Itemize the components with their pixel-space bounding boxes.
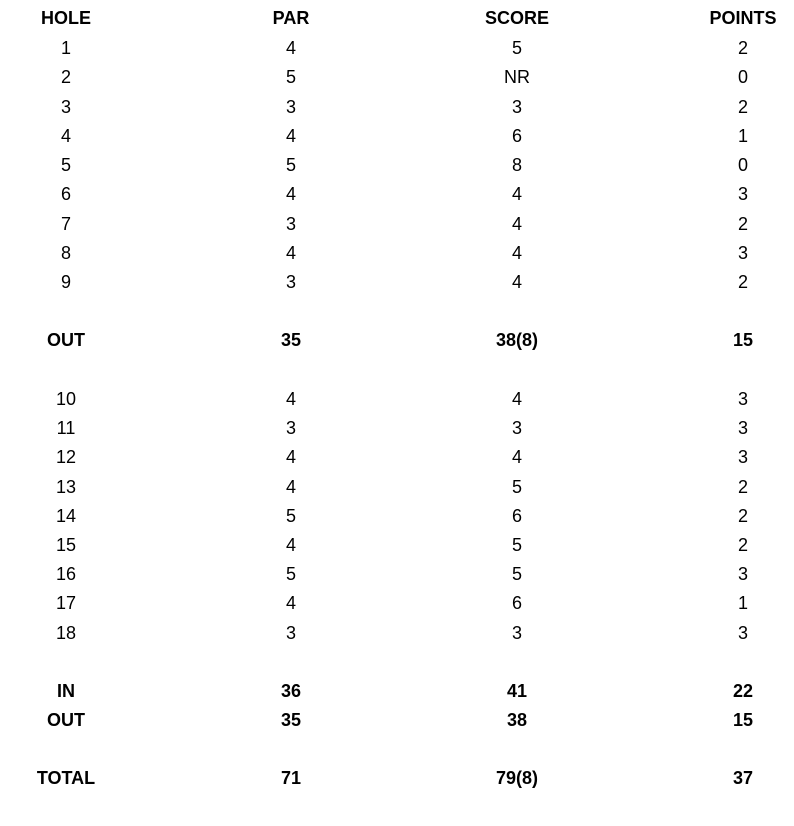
hole-number: 14 xyxy=(55,506,77,526)
hole-score: 4 xyxy=(511,214,522,234)
hole-number: 7 xyxy=(60,214,71,234)
hole-par: 4 xyxy=(285,126,296,146)
hole-row xyxy=(0,241,794,265)
hole-score: 6 xyxy=(511,126,522,146)
summary-par: 35 xyxy=(280,710,302,730)
hole-number: 6 xyxy=(60,184,71,204)
hole-points: 2 xyxy=(737,97,748,117)
hole-number: 13 xyxy=(55,477,77,497)
header-row xyxy=(0,6,794,30)
total-score: 79(8) xyxy=(495,768,539,788)
hole-par: 3 xyxy=(285,97,296,117)
hole-row xyxy=(0,416,794,440)
subtotal-score: 38(8) xyxy=(495,330,539,350)
hole-number: 9 xyxy=(60,272,71,292)
hole-score: 6 xyxy=(511,593,522,613)
hole-par: 4 xyxy=(285,389,296,409)
hole-score: 4 xyxy=(511,184,522,204)
hole-score: 3 xyxy=(511,623,522,643)
hole-points: 3 xyxy=(737,243,748,263)
hole-row xyxy=(0,270,794,294)
total-points: 37 xyxy=(732,768,754,788)
summary-points: 22 xyxy=(732,681,754,701)
hole-points: 1 xyxy=(737,593,748,613)
hole-score: 4 xyxy=(511,272,522,292)
hole-number: 3 xyxy=(60,97,71,117)
hole-par: 4 xyxy=(285,38,296,58)
hole-row xyxy=(0,182,794,206)
summary-par: 36 xyxy=(280,681,302,701)
hole-score: 6 xyxy=(511,506,522,526)
hole-points: 3 xyxy=(737,564,748,584)
hole-row xyxy=(0,153,794,177)
hole-row xyxy=(0,621,794,645)
hole-score: 8 xyxy=(511,155,522,175)
total-row xyxy=(0,766,794,790)
hole-par: 4 xyxy=(285,535,296,555)
hole-number: 17 xyxy=(55,593,77,613)
hole-score: 3 xyxy=(511,97,522,117)
total-par: 71 xyxy=(280,768,302,788)
hole-row xyxy=(0,504,794,528)
header-hole: HOLE xyxy=(40,8,91,28)
hole-par: 3 xyxy=(285,418,296,438)
hole-number: 16 xyxy=(55,564,77,584)
hole-number: 8 xyxy=(60,243,71,263)
hole-par: 4 xyxy=(285,447,296,467)
hole-row xyxy=(0,533,794,557)
hole-row xyxy=(0,562,794,586)
hole-par: 3 xyxy=(285,272,296,292)
hole-points: 2 xyxy=(737,272,748,292)
summary-score: 38 xyxy=(506,710,528,730)
hole-score: 4 xyxy=(511,243,522,263)
hole-points: 3 xyxy=(737,447,748,467)
hole-par: 4 xyxy=(285,184,296,204)
hole-points: 3 xyxy=(737,623,748,643)
hole-row xyxy=(0,124,794,148)
hole-score: 4 xyxy=(511,389,522,409)
hole-points: 3 xyxy=(737,389,748,409)
hole-number: 11 xyxy=(56,418,76,438)
hole-number: 10 xyxy=(55,389,77,409)
hole-par: 4 xyxy=(285,243,296,263)
summary-score: 41 xyxy=(506,681,528,701)
hole-par: 5 xyxy=(285,67,296,87)
hole-row xyxy=(0,387,794,411)
hole-row xyxy=(0,475,794,499)
summary-points: 15 xyxy=(732,710,754,730)
hole-par: 3 xyxy=(285,623,296,643)
summary-label: IN xyxy=(57,681,75,701)
hole-points: 2 xyxy=(737,477,748,497)
hole-number: 2 xyxy=(60,67,71,87)
hole-row xyxy=(0,591,794,615)
hole-row xyxy=(0,212,794,236)
hole-points: 0 xyxy=(737,155,748,175)
hole-points: 2 xyxy=(737,38,748,58)
hole-row xyxy=(0,36,794,60)
header-score: SCORE xyxy=(484,8,549,28)
hole-par: 4 xyxy=(285,593,296,613)
hole-points: 2 xyxy=(737,506,748,526)
subtotal-label: OUT xyxy=(47,330,85,350)
hole-par: 4 xyxy=(285,477,296,497)
hole-points: 0 xyxy=(737,67,748,87)
header-points: POINTS xyxy=(709,8,777,28)
hole-score: 4 xyxy=(511,447,522,467)
subtotal-par: 35 xyxy=(280,330,302,350)
hole-par: 5 xyxy=(285,155,296,175)
hole-score: 5 xyxy=(511,535,522,555)
hole-score: 5 xyxy=(511,477,522,497)
hole-row xyxy=(0,445,794,469)
hole-number: 18 xyxy=(55,623,77,643)
hole-score: 5 xyxy=(511,564,522,584)
hole-points: 1 xyxy=(737,126,748,146)
hole-par: 3 xyxy=(285,214,296,234)
hole-par: 5 xyxy=(285,564,296,584)
subtotal-points: 15 xyxy=(732,330,754,350)
hole-number: 15 xyxy=(55,535,77,555)
hole-number: 1 xyxy=(60,38,71,58)
hole-score: 3 xyxy=(511,418,522,438)
in-summary-row xyxy=(0,679,794,703)
hole-points: 3 xyxy=(737,418,748,438)
hole-number: 5 xyxy=(60,155,71,175)
total-label: TOTAL xyxy=(36,768,96,788)
hole-row xyxy=(0,95,794,119)
summary-label: OUT xyxy=(47,710,85,730)
hole-points: 2 xyxy=(737,535,748,555)
hole-number: 12 xyxy=(55,447,77,467)
hole-row xyxy=(0,65,794,89)
header-par: PAR xyxy=(272,8,310,28)
hole-par: 5 xyxy=(285,506,296,526)
hole-points: 2 xyxy=(737,214,748,234)
hole-score: NR xyxy=(504,67,530,87)
hole-score: 5 xyxy=(511,38,522,58)
out-summary-row xyxy=(0,708,794,732)
out-subtotal-row xyxy=(0,328,794,352)
hole-number: 4 xyxy=(60,126,71,146)
hole-points: 3 xyxy=(737,184,748,204)
